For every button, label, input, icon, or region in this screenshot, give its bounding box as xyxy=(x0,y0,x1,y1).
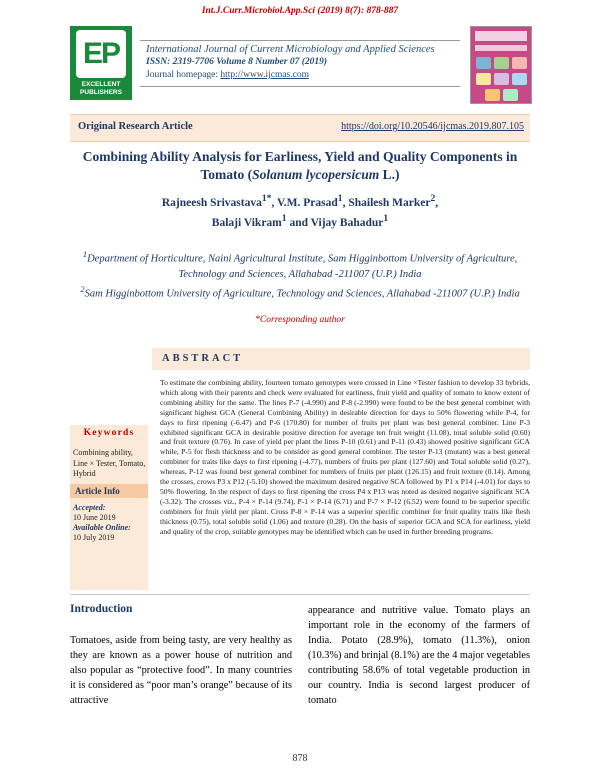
affiliation-1: $^1$Department of Horticulture, Naini Agricultural Institute, Sam Higginbottom University of Agriculture, Technology and Sciences, Allahabad -211007 (U.P.) India xyxy=(82,249,518,280)
article-info-dates: Accepted: 10 June 2019 Available Online: 10 July 2019 xyxy=(73,503,147,543)
logo-text-1: EXCELLENT xyxy=(81,81,121,88)
affiliations xyxy=(80,247,520,301)
page-number: 878 xyxy=(292,753,308,764)
article-type: Original Research Article xyxy=(78,121,193,132)
header-rule-bottom xyxy=(140,86,460,87)
affiliation-2: $^2$Sam Higginbottom University of Agriculture, Technology and Sciences, Allahabad -211007 (U.P.) India xyxy=(80,283,520,299)
logo-text-2: PUBLISHERS xyxy=(80,89,122,96)
accepted-date: 10 June 2019 xyxy=(73,513,116,522)
species-name: Solanum lycopersicum xyxy=(252,167,380,182)
section-divider xyxy=(70,594,530,595)
journal-name: International Journal of Current Microbiology and Applied Sciences xyxy=(146,44,435,55)
keywords-heading: Keywords xyxy=(83,428,135,438)
introduction-column-2: appearance and nutritive value. Tomato plays an important role in the economy of the farmers of India. Potato (28.9%), tomato (11.3%), onion (10.3%) and brinjal (8.1%) are the 4 major vegetables contributing 58.6% of total vegetable production in our country. India is second largest producer of tomato xyxy=(308,605,530,706)
homepage-label: Journal homepage: xyxy=(146,70,221,80)
doi-link[interactable]: https://doi.org/10.20546/ijcmas.2019.807.105 xyxy=(341,121,524,132)
article-info-heading: Article Info xyxy=(75,486,120,496)
journal-homepage xyxy=(146,70,466,80)
online-date: 10 July 2019 xyxy=(73,533,115,542)
abstract-text: To estimate the combining ability, fourteen tomato genotypes were crossed in Line ×Tester fashion to develop 33 hybrids, which along with their parents and check were evaluated for earliness, fruit yield and quality of tomato to know extent of combining ability for the same. The lines P-7 (-4.990) and P-8 (-2.990) were found to be the best general combiner with significant highest GCA (General Combining Ability) in desirable direction for days to 50% flowering while P-4, for days to first ripening (-6.47) and P-6 (170.80) for number of fruits per plant was best general combiner. Line P-3 exhibited significant GCA in desirable positive direction for average ten fruit weight (11.08), total soluble solid (0.60) and fruit texture (0.76). In case of yield per plant the lines P-10 (0.61) and P-11 (0.43) showed positive significant GCA while, P-5 for flesh thickness and to be consider as good general combiner. The tester P-13 (mutant) was a best general combiner for traits like days to first ripening (-4.77), numbers of fruits per plant (127.60) and Total soluble solid (0.27), whereas, P-12 was found best general combiner for numbers of fruits per plant (126.15) and fruit texture (0.14). Among the crosses, crows P3 x P12 (-5.10) showed the maximum desired negative SCA followed by P1 x P14 (-4.01) for days to 50% flowering. In the respect of days to first ripening the cross P4 x P13 was noted as desired negative significant SCA (-3.32). The crosses viz., P-4 × P-14 (9.74), P-1 × P-14 (6.71) and P-7 × P-12 (6.52) were found to be superior specific combiners for fruit yield per plant. Cross P-8 × P-14 was a superior specific combiner for fruit quality traits like flesh thickness (0.75), total soluble solid (1.06) and texture (0.28). On the basis of superior GCA and SCA for earliness, yield and quality of the crop, suitable genotypes may be identified which can be used in further breeding programs. xyxy=(160,378,530,536)
keywords-list: Combining ability, Line × Tester, Tomato, Hybrid xyxy=(73,448,146,478)
introduction-heading: Introduction xyxy=(70,603,133,615)
header-rule-top xyxy=(140,40,460,41)
publisher-logo xyxy=(70,26,132,100)
article-title: Combining Ability Analysis for Earliness, Yield and Quality Components in Tomato (Solanum lycopersicum L.) xyxy=(82,149,518,182)
journal-issn: ISSN: 2319-7706 Volume 8 Number 07 (2019) xyxy=(146,57,328,67)
homepage-link[interactable]: http://www.ijcmas.com xyxy=(220,70,309,80)
abstract-heading: ABSTRACT xyxy=(162,353,244,364)
corresponding-author: *Corresponding author xyxy=(255,315,345,325)
journal-cover-image xyxy=(470,26,532,104)
introduction-column-1: Tomatoes, aside from being tasty, are very healthy as they are known as a power house of nutrition and also popular as “protective food”. In many countries it is considered as “poor man’s orange” because of its attractive xyxy=(70,635,292,706)
logo-mark: EP xyxy=(76,30,126,78)
running-head: Int.J.Curr.Microbiol.App.Sci (2019) 8(7): 878-887 xyxy=(201,6,399,16)
authors: Rajneesh Srivastava$^{1*}$, V.M. Prasad$^1$, Shailesh Marker$^2$, Balaji Vikram$^1$ and Vijay Bahadur$^1$ xyxy=(161,193,439,229)
